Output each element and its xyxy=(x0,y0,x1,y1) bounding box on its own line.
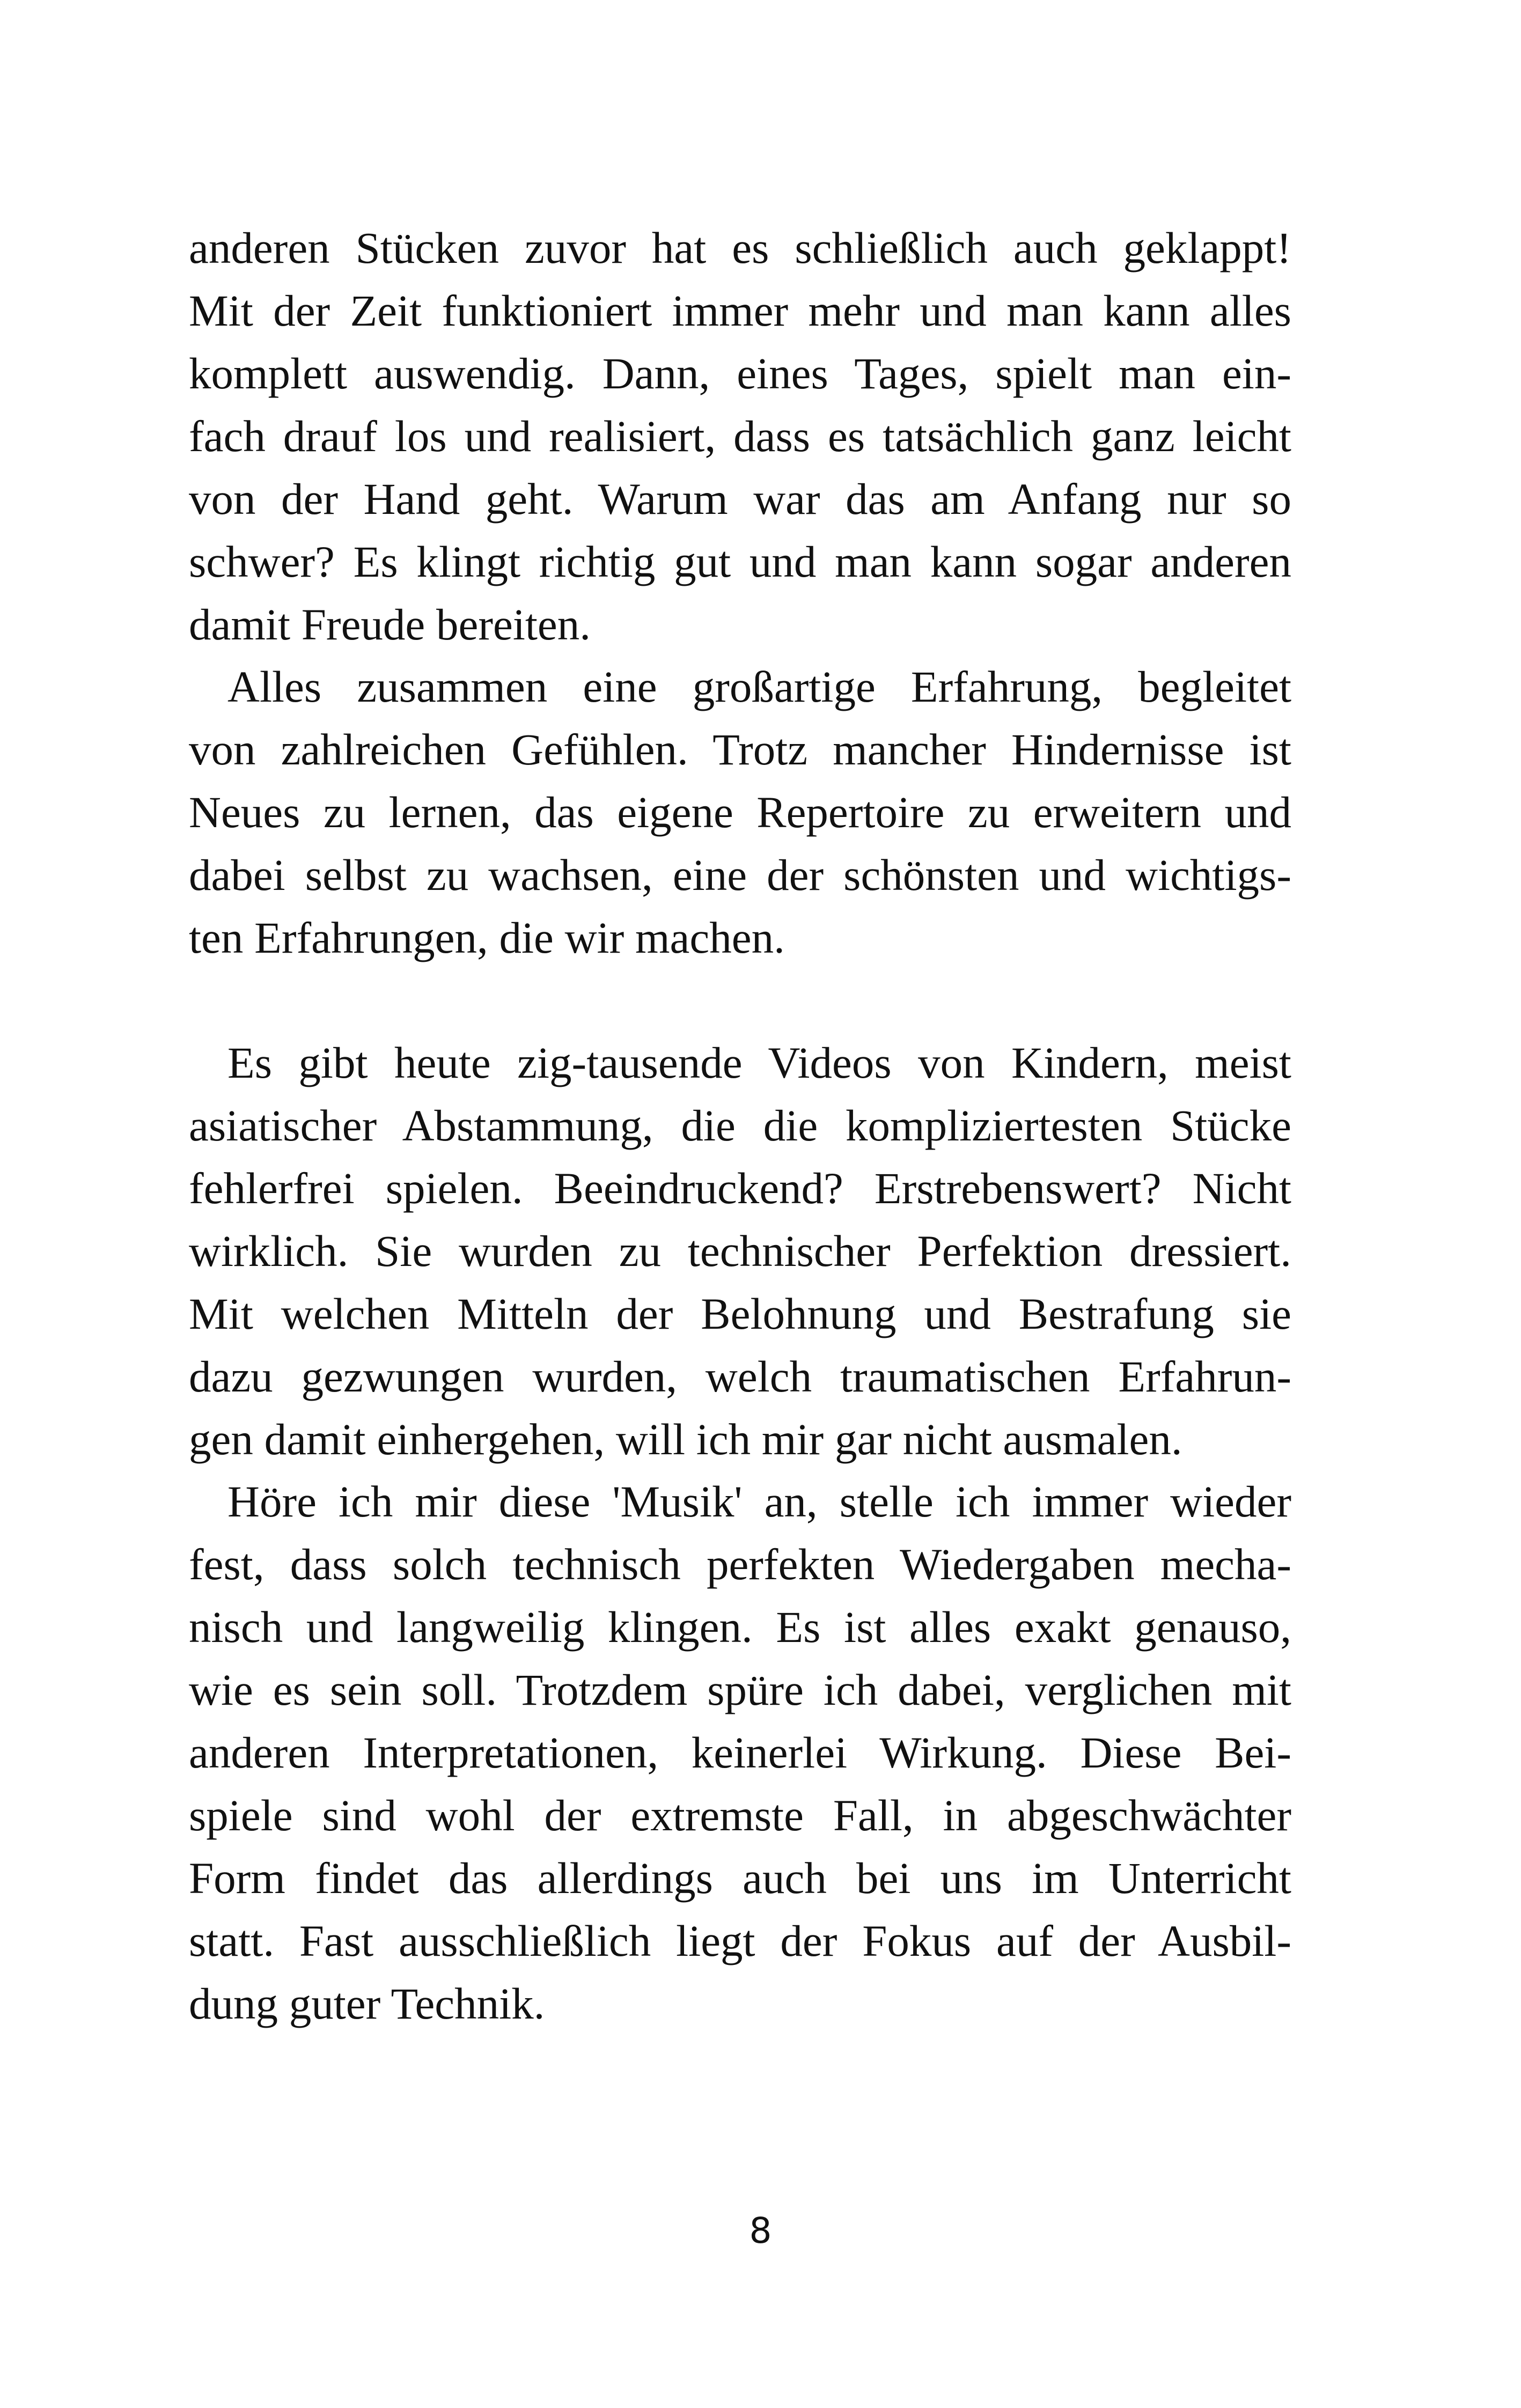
text-line: Alles zusammen eine großartige Erfahrung, begleitet xyxy=(227,662,1291,711)
text-line: dung guter Technik. xyxy=(189,1979,545,2028)
text-line: fest, dass solch technisch perfekten Wiedergaben mecha- xyxy=(189,1540,1291,1589)
text-line: statt. Fast ausschließlich liegt der Fokus auf der Ausbil- xyxy=(189,1916,1291,1965)
text-line: asiatischer Abstammung, die die kompliziertesten Stücke xyxy=(189,1101,1291,1150)
paragraph-3 xyxy=(189,1032,1291,1471)
text-line: Form findet das allerdings auch bei uns im Unterricht xyxy=(189,1853,1291,1903)
text-line: nisch und langweilig klingen. Es ist alles exakt genauso, xyxy=(189,1602,1291,1652)
text-line: anderen Interpretationen, keinerlei Wirkung. Diese Bei- xyxy=(189,1728,1291,1777)
text-line: wie es sein soll. Trotzdem spüre ich dabei, verglichen mit xyxy=(189,1665,1291,1714)
text-line: Es gibt heute zig-tausende Videos von Kindern, meist xyxy=(227,1038,1291,1087)
text-line: fach drauf los und realisiert, dass es tatsächlich ganz leicht xyxy=(189,411,1291,461)
text-line: Neues zu lernen, das eigene Repertoire zu erweitern und xyxy=(189,787,1291,837)
text-line: anderen Stücken zuvor hat es schließlich auch geklappt! xyxy=(189,223,1291,273)
text-line: komplett auswendig. Dann, eines Tages, spielt man ein- xyxy=(189,349,1291,398)
paragraph-1 xyxy=(189,217,1291,656)
text-line: ten Erfahrungen, die wir machen. xyxy=(189,913,785,962)
text-line: von der Hand geht. Warum war das am Anfang nur so xyxy=(189,474,1291,524)
text-line: von zahlreichen Gefühlen. Trotz mancher Hindernisse ist xyxy=(189,725,1291,774)
text-line: Mit der Zeit funktioniert immer mehr und man kann alles xyxy=(189,286,1291,335)
text-line: dabei selbst zu wachsen, eine der schönsten und wichtigs- xyxy=(189,850,1291,900)
paragraph-4 xyxy=(189,1470,1291,2035)
text-line: wirklich. Sie wurden zu technischer Perfektion dressiert. xyxy=(189,1226,1291,1276)
paragraph-2 xyxy=(189,656,1291,969)
text-line: Höre ich mir diese 'Musik' an, stelle ich immer wieder xyxy=(227,1477,1291,1526)
text-line: fehlerfrei spielen. Beeindruckend? Erstrebenswert? Nicht xyxy=(189,1164,1291,1213)
text-line: gen damit einhergehen, will ich mir gar nicht ausmalen. xyxy=(189,1415,1182,1464)
text-line: spiele sind wohl der extremste Fall, in abgeschwächter xyxy=(189,1791,1291,1840)
text-line: dazu gezwungen wurden, welch traumatischen Erfahrun- xyxy=(189,1352,1291,1401)
page-number: 8 xyxy=(749,2210,772,2251)
text-line: Mit welchen Mitteln der Belohnung und Bestrafung sie xyxy=(189,1289,1291,1338)
text-line: damit Freude bereiten. xyxy=(189,600,591,649)
text-line: schwer? Es klingt richtig gut und man kann sogar anderen xyxy=(189,537,1291,586)
